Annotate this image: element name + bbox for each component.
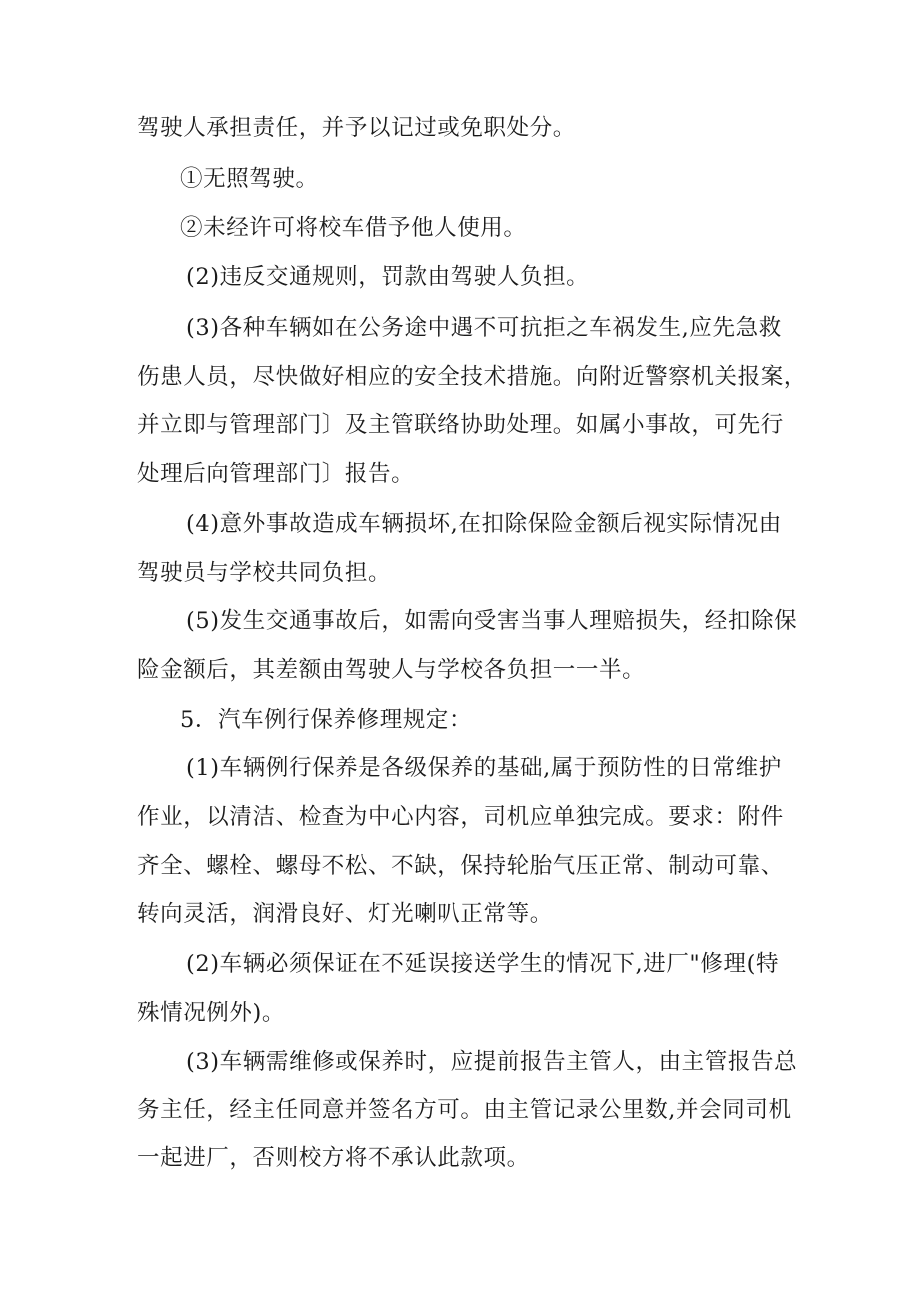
paragraph-line: 殊情况例外)。 [137, 1000, 285, 1026]
paragraph-line: (3)各种车辆如在公务途中遇不可抗拒之车祸发生,应先急救 [186, 315, 782, 341]
paragraph-line: 作业，以清洁、检查为中心内容，司机应单独完成。要求：附件 [137, 804, 784, 830]
paragraph-line: 转向灵活，润滑良好、灯光喇叭正常等。 [137, 901, 553, 927]
section-heading: 5．汽车例行保养修理规定： [180, 707, 473, 733]
paragraph-line: 驾驶员与学校共同负担。 [137, 560, 392, 586]
paragraph-line: 齐全、螺栓、螺母不松、不缺，保持轮胎气压正常、制动可靠、 [137, 853, 784, 879]
paragraph-line: 险金额后，其差额由驾驶人与学校各负担一一半。 [137, 657, 646, 683]
paragraph-line: 务主任，经主任同意并签名方可。由主管记录公里数,并会同司机 [137, 1097, 792, 1123]
paragraph-line: 一起进厂，否则校方将不承认此款项。 [137, 1145, 530, 1171]
paragraph-line: (4)意外事故造成车辆损坏,在扣除保险金额后视实际情况由 [186, 511, 782, 537]
paragraph-line: (5)发生交通事故后，如需向受害当事人理赔损失，经扣除保 [186, 608, 798, 634]
paragraph-line: 处理后向管理部门〕报告。 [137, 461, 415, 487]
list-item: ①无照驾驶。 [180, 166, 319, 192]
paragraph-line: (2)违反交通规则，罚款由驾驶人负担。 [186, 264, 590, 290]
paragraph-line: (1)车辆例行保养是各级保养的基础,属于预防性的日常维护 [186, 755, 782, 781]
paragraph-line: (2)车辆必须保证在不延误接送学生的情况下,进厂"修理(特 [186, 951, 780, 977]
list-item: ②未经许可将校车借予他人使用。 [180, 215, 527, 241]
paragraph-line: 驾驶人承担责任，并予以记过或免职处分。 [137, 115, 576, 141]
paragraph-line: 并立即与管理部门〕及主管联络协助处理。如属小事故，可先行 [137, 412, 784, 438]
paragraph-line: (3)车辆需维修或保养时，应提前报告主管人，由主管报告总 [186, 1049, 798, 1075]
paragraph-line: 伤患人员，尽快做好相应的安全技术措施。向附近警察机关报案， [137, 364, 807, 390]
